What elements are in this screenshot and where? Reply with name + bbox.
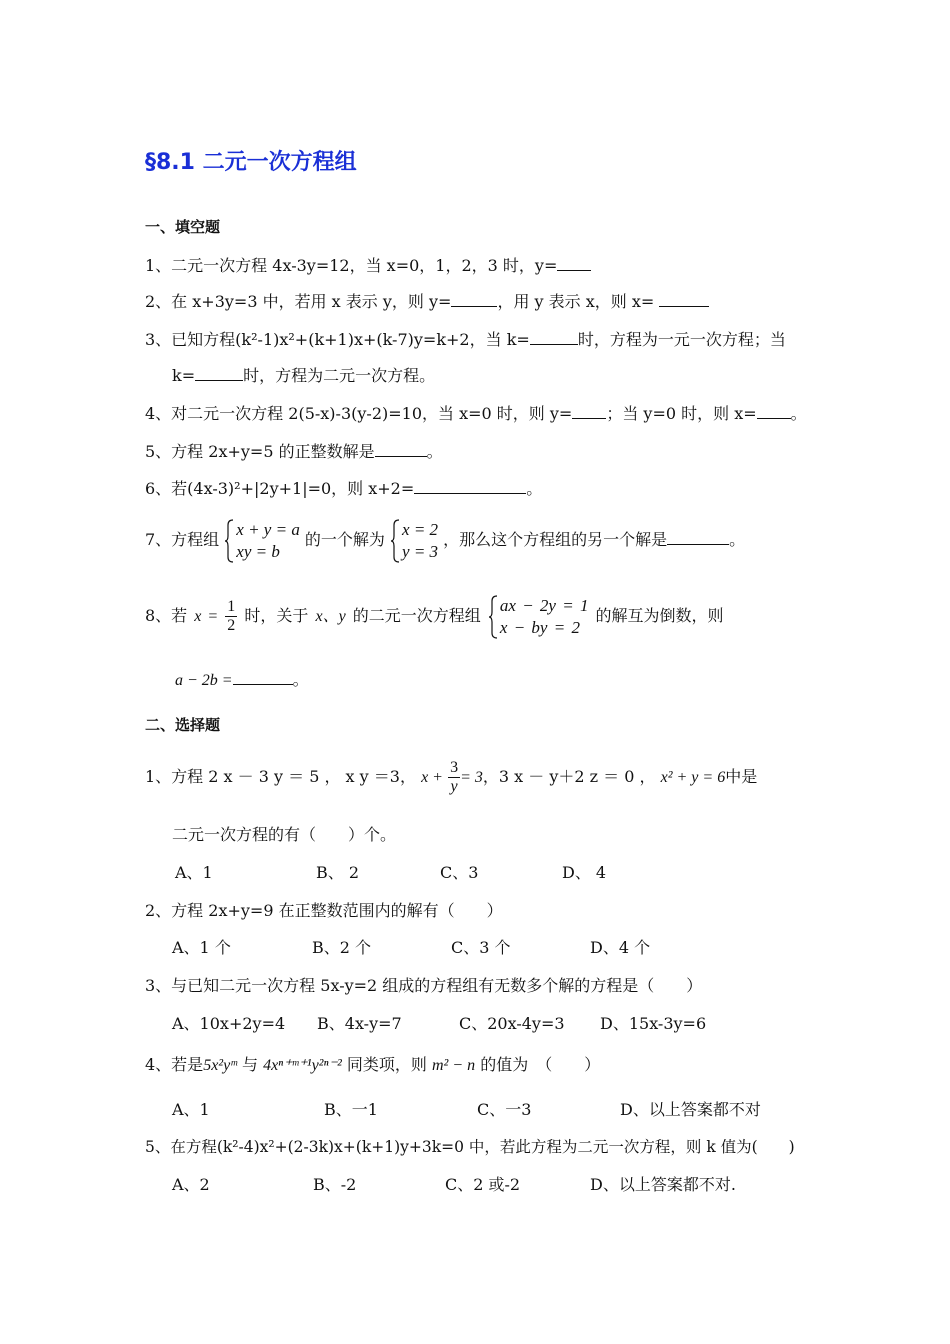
choice-question-5: 5、在方程(k²-4)x²+(2-3k)x+(k+1)y+3k=0 中，若此方程为二元一次方程，则 k 值为( )	[145, 1138, 795, 1156]
answer-blank	[451, 290, 497, 307]
option-a[interactable]: A、1 个	[172, 938, 231, 957]
answer-blank	[530, 328, 578, 345]
answer-blank	[375, 440, 427, 457]
fill-question-3-cont: k= 时，方程为二元一次方程。	[172, 366, 436, 385]
fill-question-5: 5、方程 2x+y=5 的正整数解是 。	[145, 442, 443, 461]
fraction: $\frac{3}{y}$	[450, 759, 459, 795]
equation-system: ax − 2y = 1 x − by = 2	[488, 595, 589, 639]
option-c[interactable]: C、一3	[477, 1100, 532, 1119]
option-d[interactable]: D、以上答案都不对.	[590, 1175, 736, 1194]
fraction: $\frac{1}{2}$	[227, 598, 236, 634]
section-heading-choice: 二、选择题	[145, 716, 221, 734]
option-a[interactable]: A、1	[175, 863, 213, 882]
choice-question-1: 1、方程 2 x － 3 y ＝ 5 ， x y ＝3， x + $\frac{3}{y}$ = 3，3 x － y＋2 z ＝ 0 ， x² + y = 6中是	[145, 759, 758, 795]
fill-question-2: 2、在 x+3y=3 中，若用 x 表示 y，则 y= ，用 y 表示 x，则 x=	[145, 290, 709, 313]
option-c[interactable]: C、20x-4y=3	[459, 1014, 565, 1033]
equation-system: x + y = a xy = b	[224, 519, 300, 563]
fill-question-6: 6、若(4x-3)²+|2y+1|=0，则 x+2= 。	[145, 479, 543, 498]
option-c[interactable]: C、3	[440, 863, 479, 882]
fill-question-4: 4、对二元一次方程 2(5-x)-3(y-2)=10，当 x=0 时，则 y= ；当 y=0 时，则 x= 。	[145, 404, 807, 423]
choice-question-4: 4、若是5x²yᵐ 与 4xⁿ⁺ᵐ⁺¹y²ⁿ⁻² 同类项，则 m² − n 的值为 （ ）	[145, 1055, 601, 1074]
choice-question-2: 2、方程 2x+y=9 在正整数范围内的解有（ ）	[145, 901, 503, 920]
option-b[interactable]: B、2 个	[312, 938, 372, 957]
section-heading-fill: 一、填空题	[145, 218, 221, 236]
option-c[interactable]: C、3 个	[451, 938, 511, 957]
brace-icon	[488, 595, 498, 639]
fill-question-3: 3、已知方程(k²-1)x²+(k+1)x+(k-7)y=k+2，当 k= 时，方程为一元一次方程；当	[145, 330, 786, 349]
option-c[interactable]: C、2 或-2	[445, 1175, 521, 1194]
equation-system: x = 2 y = 3	[390, 519, 438, 563]
option-a[interactable]: A、10x+2y=4	[172, 1014, 286, 1033]
option-b[interactable]: B、4x-y=7	[317, 1014, 402, 1033]
answer-blank	[659, 290, 709, 307]
option-b[interactable]: B、 2	[316, 863, 360, 882]
option-d[interactable]: D、15x-3y=6	[600, 1014, 707, 1033]
option-a[interactable]: A、1	[172, 1100, 210, 1119]
option-d[interactable]: D、 4	[562, 863, 607, 882]
choice-question-3: 3、与已知二元一次方程 5x-y=2 组成的方程组有无数多个解的方程是（ ）	[145, 976, 703, 995]
answer-blank	[557, 254, 591, 271]
option-b[interactable]: B、一1	[324, 1100, 378, 1119]
option-d[interactable]: D、以上答案都不对	[620, 1100, 761, 1119]
answer-blank	[414, 477, 526, 494]
brace-icon	[224, 519, 234, 563]
option-a[interactable]: A、2	[172, 1175, 210, 1194]
brace-icon	[390, 519, 400, 563]
answer-blank	[757, 402, 791, 419]
option-b[interactable]: B、-2	[313, 1175, 357, 1194]
answer-blank	[667, 528, 729, 545]
fill-question-8-cont: a − 2b = 。	[175, 670, 309, 689]
choice-question-1-cont: 二元一次方程的有（ ）个。	[172, 825, 397, 844]
answer-blank	[195, 364, 243, 381]
fill-question-8: 8、若 x = $\frac{1}{2}$ 时，关于 x、y 的二元一次方程组 ax − 2y = 1 x − by = 2 的解互为倒数，则	[145, 595, 724, 637]
answer-blank	[572, 402, 606, 419]
option-d[interactable]: D、4 个	[590, 938, 651, 957]
fill-question-1: 1、二元一次方程 4x-3y=12，当 x=0，1，2，3 时，y=	[145, 254, 591, 277]
answer-blank	[233, 668, 293, 685]
fill-question-7: 7、方程组 x + y = a xy = b 的一个解为 x = 2 y = 3 ，那么这个方程组的另一个解是 。	[145, 519, 746, 561]
page-title: §8.1 二元一次方程组	[145, 150, 357, 175]
